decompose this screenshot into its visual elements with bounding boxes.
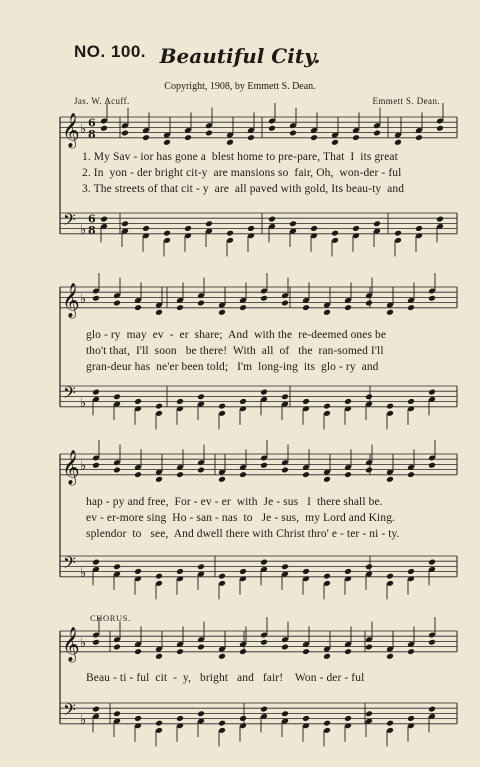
bass-note-notehead [260,389,268,396]
copyright-line: Copyright, 1908, by Emmett S. Dean. [164,81,316,92]
flat-sign: ♭ [80,292,87,307]
treble-note-notehead [134,471,142,478]
bass-note-notehead [394,230,402,237]
treble-note-notehead [281,300,289,307]
treble-note-notehead [197,467,205,474]
bass-note-notehead [323,573,331,580]
treble-clef: 𝄞 [62,282,80,318]
bass-note-notehead [184,225,192,232]
bass-note-notehead [226,230,234,237]
treble-note-notehead [407,648,415,655]
treble-note-notehead [352,134,360,141]
bass-note-notehead [113,563,121,570]
treble-note-notehead [218,653,226,660]
time-signature: 6 [88,212,96,226]
bass-note-notehead [92,706,100,713]
treble-note-notehead [289,130,297,137]
bass-note-notehead [92,389,100,396]
treble-note-notehead [260,462,268,469]
bass-clef: 𝄢 [63,209,76,234]
treble-note-notehead [428,462,436,469]
treble-note-notehead [218,476,226,483]
bass-note-notehead [260,706,268,713]
bass-note-notehead [134,568,142,575]
treble-note-notehead [239,304,247,311]
treble-note-notehead [92,295,100,302]
bass-note-notehead [197,710,205,717]
treble-note-notehead [415,134,423,141]
bass-note-notehead [386,720,394,727]
bass-note-notehead [239,568,247,575]
bass-note-notehead [155,720,163,727]
treble-note-notehead [134,648,142,655]
time-signature: 8 [88,127,96,141]
treble-note-notehead [386,653,394,660]
bass-note-notehead [121,220,129,227]
bass-note-notehead [302,568,310,575]
treble-note-notehead [373,130,381,137]
lyric-line-s2-v2: tho't that, I'll soon be there! With all of the ran-somed I'll [86,345,384,357]
treble-note-notehead [239,648,247,655]
bass-note-notehead [260,559,268,566]
treble-note-notehead [394,139,402,146]
bass-note-notehead [386,573,394,580]
bass-note-notehead [373,220,381,227]
treble-note-notehead [226,139,234,146]
bass-note-notehead [323,403,331,410]
treble-note-notehead [92,639,100,646]
bass-note-notehead [281,563,289,570]
bass-note-notehead [289,220,297,227]
bass-note-notehead [428,389,436,396]
treble-note-notehead [163,139,171,146]
treble-note-notehead [142,134,150,141]
time-signature: 8 [88,223,96,237]
bass-note-notehead [163,230,171,237]
hymn-number: NO. 100. [74,42,147,61]
bass-note-notehead [415,225,423,232]
flat-sign: ♭ [80,122,87,137]
treble-note-notehead [218,309,226,316]
flat-sign: ♭ [80,566,87,582]
treble-note-notehead [134,304,142,311]
bass-note-notehead [344,568,352,575]
treble-clef: 𝄞 [62,112,80,148]
bass-note-notehead [407,715,415,722]
treble-clef: 𝄞 [62,449,80,485]
bass-note-notehead [281,393,289,400]
treble-note-notehead [331,139,339,146]
treble-note-notehead [344,471,352,478]
bass-note-notehead [247,225,255,232]
bass-note-notehead [436,216,444,223]
treble-note-notehead [302,471,310,478]
treble-note-notehead [323,309,331,316]
hymn-title: Beautiful City. [159,44,321,68]
bass-note-notehead [268,216,276,223]
bass-note-notehead [197,563,205,570]
treble-note-notehead [113,467,121,474]
bass-note-notehead [239,715,247,722]
treble-note-notehead [184,134,192,141]
lyric-line-s3-v1: hap - py and free, For - ev - er with Je - sus I there shall be. [86,496,383,508]
lyric-line-s1-v1: 1. My Sav - ior has gone a blest home to pre-pare, That I its great [82,151,398,163]
bass-note-notehead [113,710,121,717]
treble-note-notehead [436,125,444,132]
lyric-line-s2-v3: gran-deur has ne'er been told; I'm long-ing its glo - ry and [86,361,379,373]
treble-clef: 𝄞 [62,626,80,662]
bass-note-notehead [428,706,436,713]
treble-note-notehead [176,648,184,655]
bass-note-notehead [344,398,352,405]
treble-note-notehead [365,467,373,474]
bass-note-notehead [386,403,394,410]
treble-note-notehead [100,125,108,132]
time-signature: 6 [88,116,96,130]
lyric-line-s3-v3: splendor to see, And dwell there with Christ thro' e - ter - ni - ty. [86,528,400,540]
bass-note-notehead [239,398,247,405]
bass-note-notehead [134,398,142,405]
lyric-line-s1-v3: 3. The streets of that cit - y are all paved with gold, Its beau-ty and [82,183,405,195]
treble-note-notehead [260,295,268,302]
treble-note-notehead [365,644,373,651]
treble-note-notehead [197,300,205,307]
bass-note-notehead [218,720,226,727]
flat-sign: ♭ [80,636,87,651]
bass-note-notehead [176,715,184,722]
bass-note-notehead [331,230,339,237]
bass-note-notehead [176,568,184,575]
treble-note-notehead [281,644,289,651]
treble-note-notehead [323,653,331,660]
bass-note-notehead [323,720,331,727]
bass-note-notehead [281,710,289,717]
bass-note-notehead [113,393,121,400]
treble-note-notehead [323,476,331,483]
treble-note-notehead [407,304,415,311]
treble-note-notehead [113,644,121,651]
treble-note-notehead [205,130,213,137]
treble-note-notehead [197,644,205,651]
treble-note-notehead [176,304,184,311]
chorus-label: CHORUS. [90,613,131,623]
treble-note-notehead [155,653,163,660]
bass-note-notehead [155,573,163,580]
bass-note-notehead [205,220,213,227]
flat-sign: ♭ [80,396,87,412]
music-composer: Emmett S. Dean. [372,96,440,106]
treble-note-notehead [176,471,184,478]
treble-note-notehead [155,309,163,316]
bass-note-notehead [142,225,150,232]
bass-note-notehead [310,225,318,232]
bass-note-notehead [176,398,184,405]
treble-note-notehead [407,471,415,478]
bass-note-notehead [92,559,100,566]
bass-note-notehead [365,710,373,717]
bass-note-notehead [134,715,142,722]
bass-note-notehead [100,216,108,223]
treble-note-notehead [310,134,318,141]
flat-sign: ♭ [80,223,87,239]
bass-clef: 𝄢 [63,382,76,407]
treble-note-notehead [386,309,394,316]
lyric-line-s1-v2: 2. In yon - der bright cit-y are mansions so fair, Oh, won-der - ful [82,167,402,179]
treble-note-notehead [302,304,310,311]
treble-note-notehead [92,462,100,469]
treble-note-notehead [386,476,394,483]
lyric-line-s3-v2: ev - er-more sing Ho - san - nas to Je - sus, my Lord and King. [86,512,396,524]
treble-note-notehead [281,467,289,474]
lyric-line-s2-v1: glo - ry may ev - er share; And with the re-deemed ones be [86,329,387,341]
bass-note-notehead [365,563,373,570]
treble-note-notehead [428,639,436,646]
treble-note-notehead [344,304,352,311]
bass-note-notehead [407,398,415,405]
chorus-lyric-line: Beau - ti - ful cit - y, bright and fair! Won - der - ful [86,672,365,684]
treble-note-notehead [365,300,373,307]
bass-note-notehead [407,568,415,575]
bass-note-notehead [155,403,163,410]
bass-note-notehead [218,573,226,580]
flat-sign: ♭ [80,459,87,474]
treble-note-notehead [260,639,268,646]
bass-note-notehead [344,715,352,722]
bass-note-notehead [428,559,436,566]
treble-note-notehead [247,134,255,141]
treble-note-notehead [155,476,163,483]
treble-note-notehead [344,648,352,655]
bass-note-notehead [302,398,310,405]
treble-note-notehead [428,295,436,302]
bass-note-notehead [302,715,310,722]
bass-clef: 𝄢 [63,552,76,577]
treble-note-notehead [113,300,121,307]
bass-note-notehead [197,393,205,400]
bass-clef: 𝄢 [63,699,76,724]
words-author: Jas. W. Acuff. [74,96,130,106]
treble-note-notehead [268,125,276,132]
bass-note-notehead [365,393,373,400]
bass-note-notehead [218,403,226,410]
flat-sign: ♭ [80,713,87,729]
treble-note-notehead [302,648,310,655]
bass-note-notehead [352,225,360,232]
treble-note-notehead [121,130,129,137]
treble-note-notehead [239,471,247,478]
